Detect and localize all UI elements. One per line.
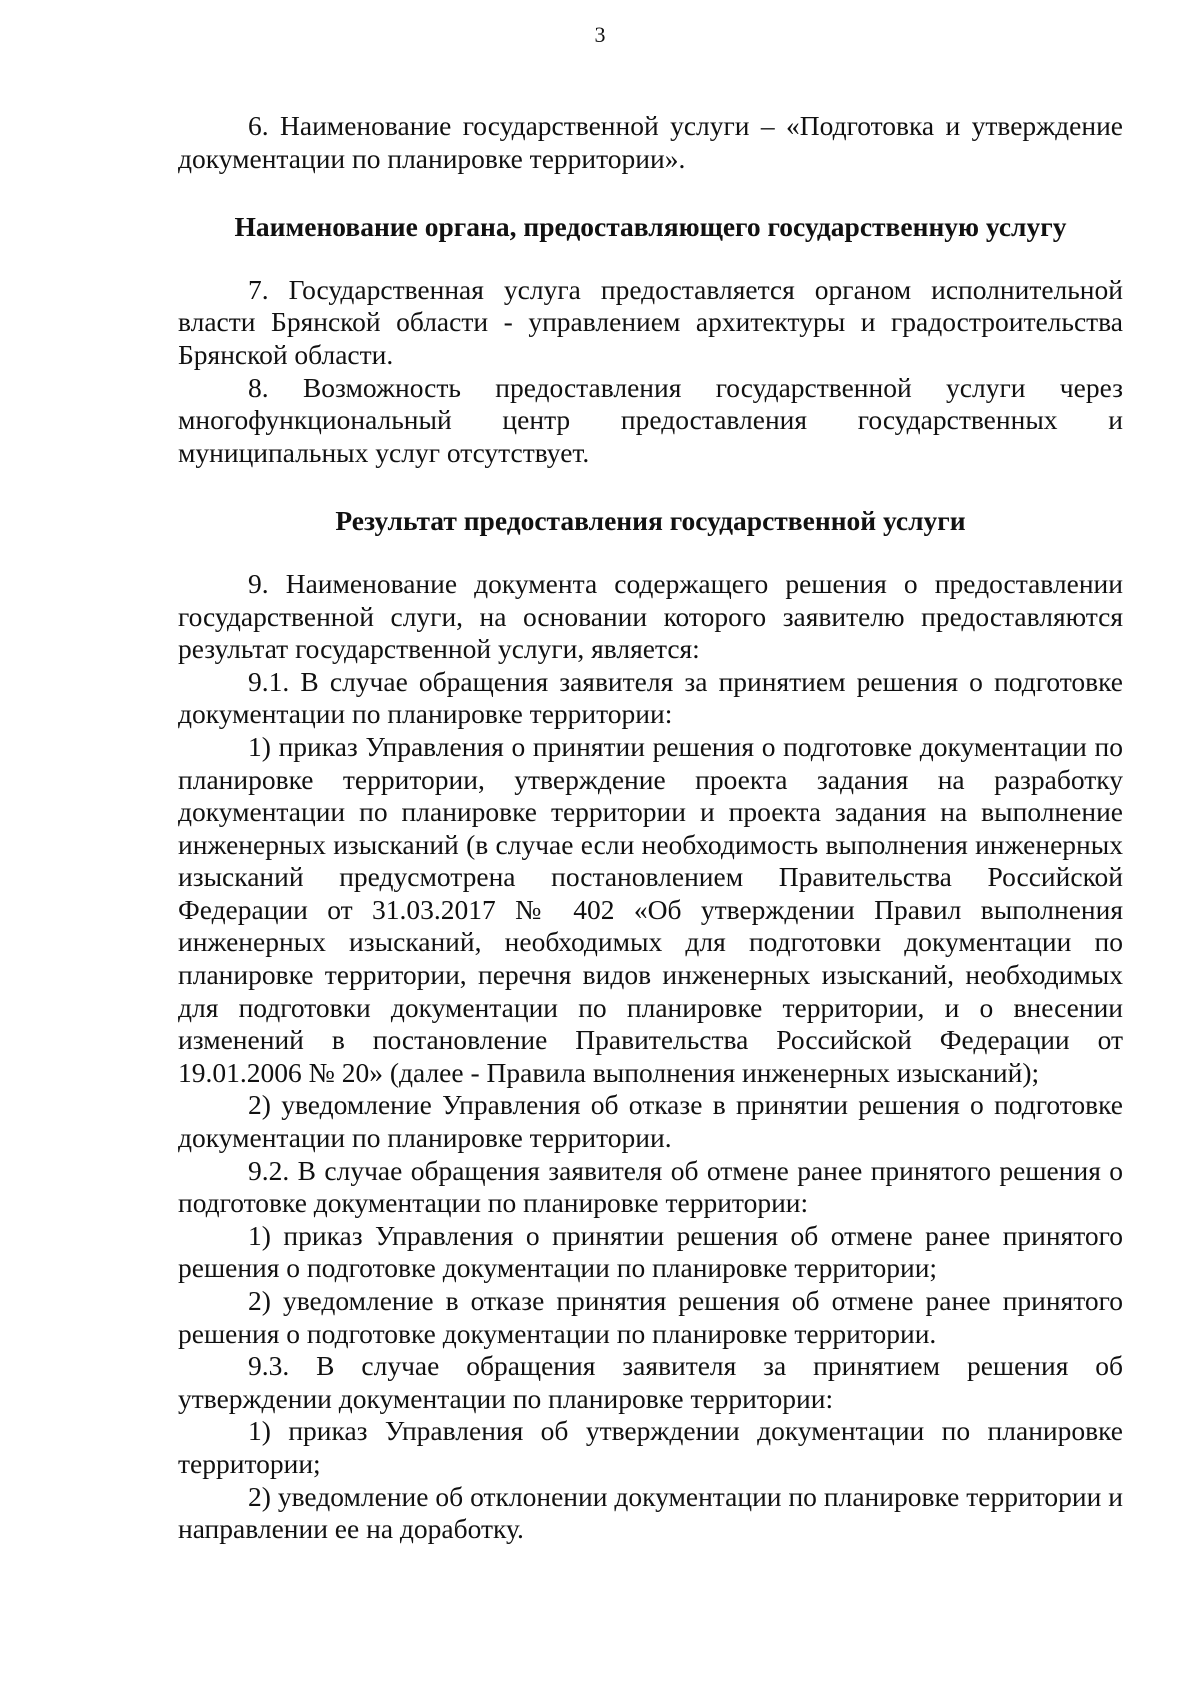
document-body (178, 110, 1123, 1546)
section-heading-service-provider: Наименование органа, предоставляющего государственную услугу (234, 211, 1067, 243)
paragraph-7: 7. Государственная услуга предоставляется органом исполнительной власти Брянской области - управлением архитектуры и градостроительства Брянской области. (178, 273, 1123, 370)
paragraph-9-1-item-2: 2) уведомление Управления об отказе в принятии решения о подготовке документации по планировке территории. (178, 1089, 1123, 1154)
paragraph-9-1: 9.1. В случае обращения заявителя за принятием решения о подготовке документации по планировке территории: (178, 665, 1123, 730)
paragraph-9-2-item-2: 2) уведомление в отказе принятия решения об отмене ранее принятого решения о подготовке документации по планировке территории. (178, 1285, 1123, 1349)
paragraph-9: 9. Наименование документа содержащего решения о предоставлении государственной слуги, на основании которого заявителю предоставляются результат государственной услуги, является: (178, 567, 1123, 665)
paragraph-9-1-item-1: 1) приказ Управления о принятии решения о подготовке документации по планировке территории, утверждение проекта задания на разработку документации по планировке территории и проекта задания на выполнение инженерных изысканий (в случае если необходимость выполнения инженерных изысканий предусмотрена постановлением Правительства Российской Федерации от 31.03.2017 № 402 «Об утверждении Правил выполнения инженерных изысканий, необходимых для подготовки документации по планировке территории, перечня видов инженерных изысканий, необходимых для подготовки документации по планировке территории, и о внесении изменений в постановление Правительства Российской Федерации от 19.01.2006 № 20» (далее - Правила выполнения инженерных изысканий); (178, 730, 1123, 1088)
paragraph-9-2-item-1: 1) приказ Управления о принятии решения об отмене ранее принятого решения о подготовке документации по планировке территории; (178, 1219, 1123, 1284)
paragraph-9-3: 9.3. В случае обращения заявителя за принятием решения об утверждении документации по планировке территории: (178, 1350, 1123, 1414)
paragraph-9-3-item-2: 2) уведомление об отклонении документации по планировке территории и направлении ее на доработку. (178, 1480, 1123, 1545)
section-heading-service-result: Результат предоставления государственной услуги (335, 505, 966, 537)
paragraph-9-2: 9.2. В случае обращения заявителя об отмене ранее принятого решения о подготовке документации по планировке территории: (178, 1154, 1123, 1219)
page-number: 3 (594, 22, 606, 47)
paragraph-8: 8. Возможность предоставления государственной услуги через многофункциональный центр предоставления государственных и муниципальных услуг отсутствует. (178, 371, 1123, 468)
paragraph-9-3-item-1: 1) приказ Управления об утверждении документации по планировке территории; (178, 1415, 1123, 1479)
paragraph-6: 6. Наименование государственной услуги – «Подготовка и утверждение документации по планировке территории». (178, 110, 1123, 174)
